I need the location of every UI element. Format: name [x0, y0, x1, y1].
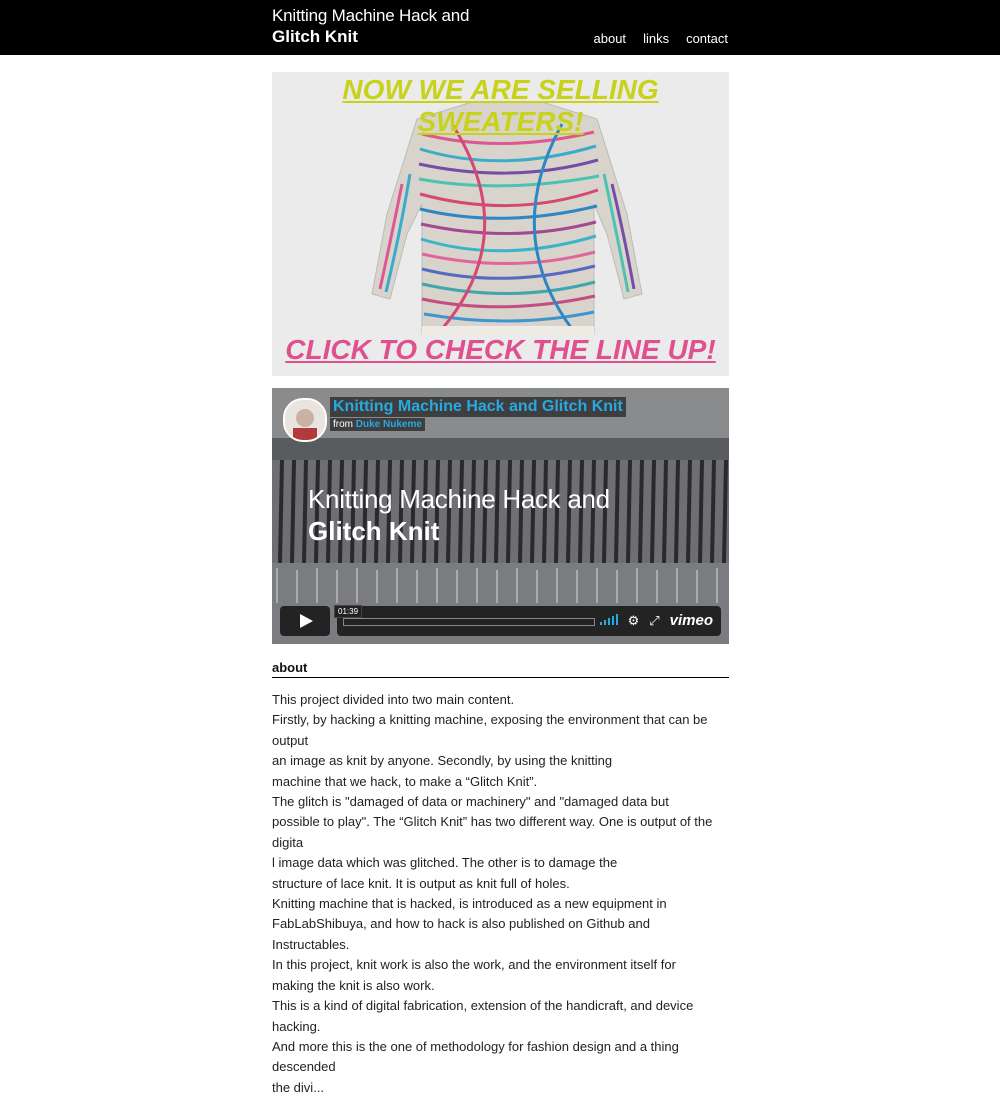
- vimeo-logo[interactable]: vimeo: [669, 612, 713, 629]
- about-line: machine that we hack, to make a “Glitch Knit”.: [272, 773, 538, 789]
- video-from-label: from: [333, 419, 353, 430]
- volume-icon[interactable]: [600, 613, 618, 628]
- about-line: Instructables.: [272, 936, 350, 952]
- video-title-link[interactable]: Knitting Machine Hack and Glitch Knit: [330, 397, 626, 417]
- video-author-link[interactable]: Duke Nukeme: [355, 419, 422, 430]
- video-player[interactable]: [272, 388, 729, 644]
- about-line: structure of lace knit. It is output as knit full of holes.: [272, 875, 570, 891]
- site-title-main: Knitting Machine Hack: [272, 6, 437, 25]
- video-duration: 01:39: [334, 605, 362, 618]
- fullscreen-icon[interactable]: ⤢: [649, 612, 660, 628]
- about-line: the divi...: [272, 1079, 325, 1095]
- about-line: This is a kind of digital fabrication, extension of the handicraft, and device hacking.: [272, 998, 694, 1034]
- video-control-bar: [337, 606, 721, 636]
- about-heading: about: [272, 660, 729, 678]
- nav-link-contact[interactable]: contact: [686, 31, 728, 46]
- about-line: Knitting machine that is hacked, is introduced as a new equipment in: [272, 896, 667, 912]
- video-overlay-title-line1: [308, 484, 610, 515]
- site-title-line2[interactable]: Glitch Knit: [272, 27, 358, 46]
- sweater-sale-banner[interactable]: [272, 72, 729, 376]
- banner-cta: CLICK TO CHECK THE LINE UP!: [285, 334, 716, 365]
- about-line: This project divided into two main content.: [272, 692, 515, 707]
- about-line: FabLabShibuya, and how to hack is also published on Github and: [272, 916, 650, 932]
- video-overlay-title-main: Knitting Machine Hack: [308, 484, 561, 514]
- main-nav: [577, 31, 728, 46]
- banner-headline-line2: SWEATERS!: [417, 106, 584, 137]
- about-line: possible to play". The “Glitch Knit” has two different way. One is output of the digita: [272, 814, 713, 850]
- site-title-line1[interactable]: [272, 6, 469, 26]
- about-line: l image data which was glitched. The other is to damage the: [272, 855, 618, 871]
- video-control-icons: [600, 612, 713, 629]
- site-title-and: and: [441, 6, 470, 25]
- video-overlay-title-and: and: [567, 484, 610, 514]
- author-avatar[interactable]: [283, 398, 327, 442]
- play-button[interactable]: [280, 606, 330, 636]
- banner-headline-line1: NOW WE ARE SELLING: [342, 74, 659, 105]
- nav-link-links[interactable]: links: [643, 31, 670, 46]
- nav-link-about[interactable]: about: [593, 31, 627, 46]
- video-overlay-title-line2: Glitch Knit: [308, 516, 440, 546]
- play-icon: [300, 614, 313, 628]
- video-byline: [330, 418, 425, 431]
- site-header: [0, 0, 1000, 55]
- about-line: an image as knit by anyone. Secondly, by using the knitting: [272, 753, 613, 769]
- about-line: making the knit is also work.: [272, 977, 435, 993]
- about-line: And more this is the one of methodology for fashion design and a thing descended: [272, 1038, 679, 1075]
- video-progress-track[interactable]: [343, 618, 595, 626]
- about-text: [272, 690, 732, 1098]
- about-line: The glitch is "damaged of data or machinery" and "damaged data but: [272, 794, 669, 810]
- banner-headline: [272, 74, 729, 138]
- about-line: Firstly, by hacking a knitting machine, exposing the environment that can be output: [272, 712, 708, 748]
- settings-gear-icon[interactable]: ⚙: [627, 612, 640, 628]
- about-line: In this project, knit work is also the work, and the environment itself for: [272, 957, 676, 973]
